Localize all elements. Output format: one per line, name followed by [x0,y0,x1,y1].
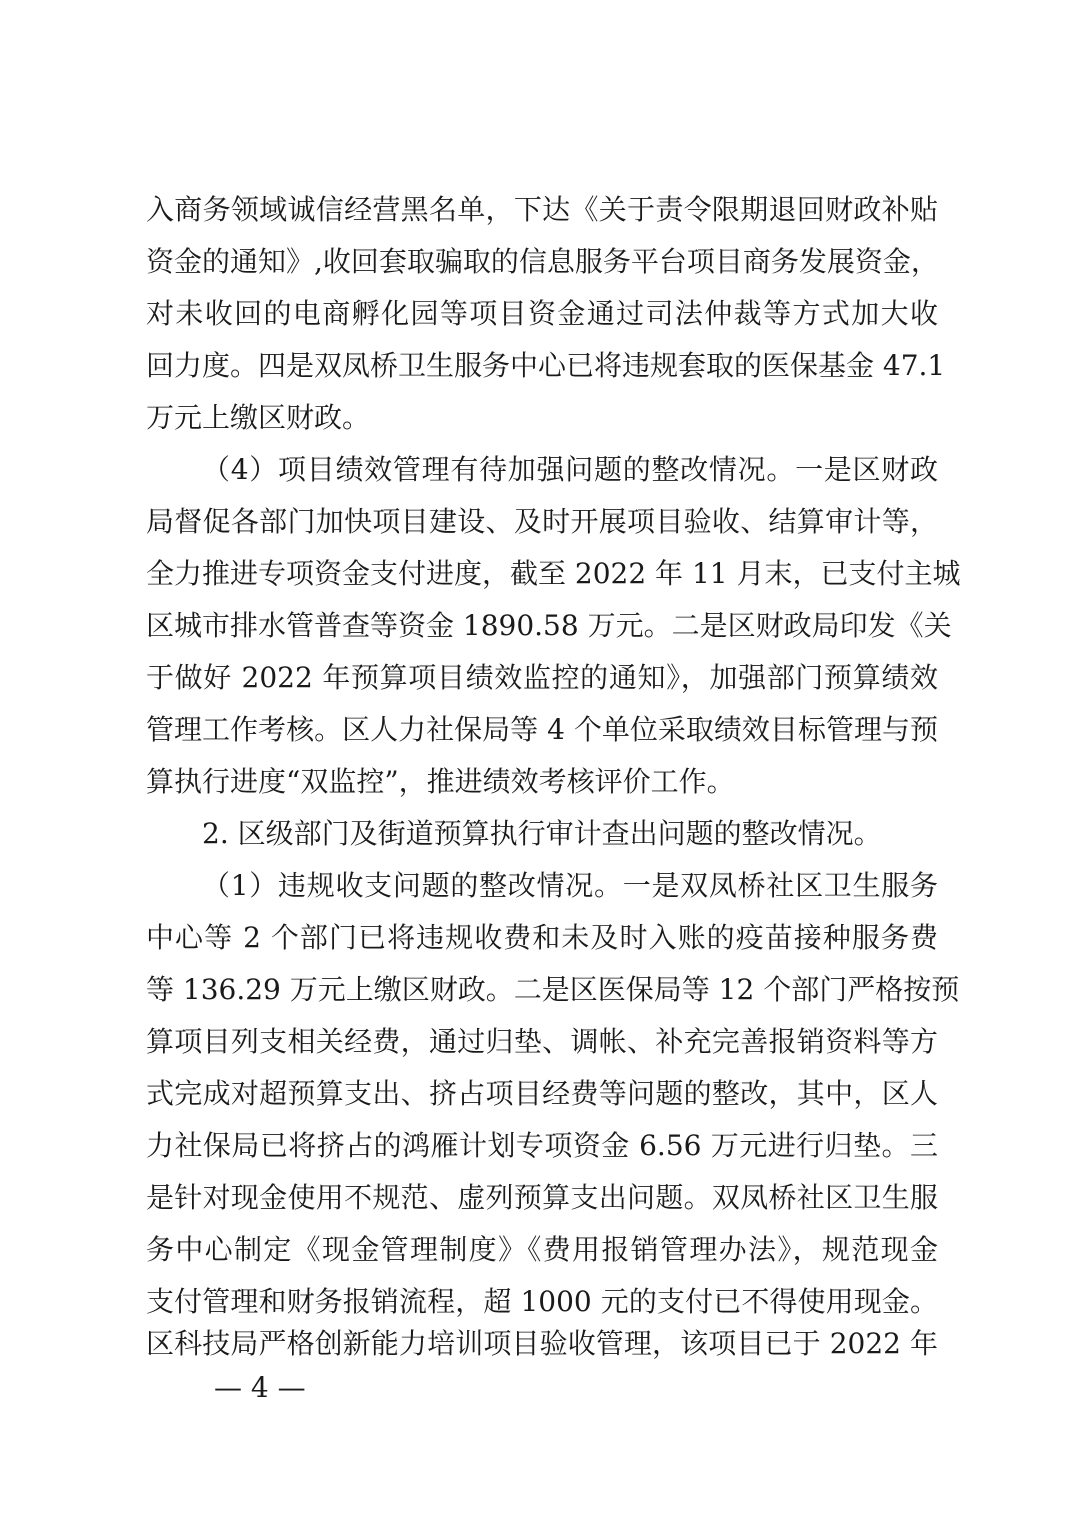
text-line-1: 入商务领域诚信经营黑名单，下达《关于责令限期退回财政补贴 [146,193,938,226]
text-line-4: 回力度。四是双凤桥卫生服务中心已将违规套取的医保基金 47.1 [146,349,946,382]
text-line-20: 是针对现金使用不规范、虚列预算支出问题。双凤桥社区卫生服 [146,1181,938,1214]
text-line-3: 对未收回的电商孵化园等项目资金通过司法仲裁等方式加大收 [146,297,938,330]
section-heading: 2. 区级部门及街道预算执行审计查出问题的整改情况。 [202,817,882,850]
text-line-9: 区城市排水管普查等资金 1890.58 万元。二是区财政局印发《关 [146,609,952,642]
text-line-8: 全力推进专项资金支付进度，截至 2022 年 11 月末，已支付主城 [146,557,961,590]
text-line-21: 务中心制定《现金管理制度》《费用报销管理办法》，规范现金 [146,1233,938,1266]
text-line-10: 于做好 2022 年预算项目绩效监控的通知》，加强部门预算绩效 [146,661,938,694]
text-line-15: 中心等 2 个部门已将违规收费和未及时入账的疫苗接种服务费 [146,921,938,954]
text-line-6: （4）项目绩效管理有待加强问题的整改情况。一是区财政 [202,453,938,486]
page-number: — 4 — [214,1371,306,1404]
text-line-16: 等 136.29 万元上缴区财政。二是区医保局等 12 个部门严格按预 [146,973,960,1006]
text-line-22: 支付管理和财务报销流程，超 1000 元的支付已不得使用现金。 [146,1285,938,1318]
text-line-14: （1）违规收支问题的整改情况。一是双凤桥社区卫生服务 [202,869,938,902]
text-line-23: 区科技局严格创新能力培训项目验收管理，该项目已于 2022 年 [146,1327,938,1360]
text-line-12: 算执行进度“双监控”，推进绩效考核评价工作。 [146,765,735,798]
text-line-7: 局督促各部门加快项目建设、及时开展项目验收、结算审计等， [146,505,938,538]
text-line-17: 算项目列支相关经费，通过归垫、调帐、补充完善报销资料等方 [146,1025,938,1058]
text-line-18: 式完成对超预算支出、挤占项目经费等问题的整改，其中，区人 [146,1077,938,1110]
text-line-11: 管理工作考核。区人力社保局等 4 个单位采取绩效目标管理与预 [146,713,938,746]
text-line-2: 资金的通知》,收回套取骗取的信息服务平台项目商务发展资金， [146,245,939,278]
text-line-5: 万元上缴区财政。 [146,401,371,434]
text-line-19: 力社保局已将挤占的鸿雁计划专项资金 6.56 万元进行归垫。三 [146,1129,938,1162]
